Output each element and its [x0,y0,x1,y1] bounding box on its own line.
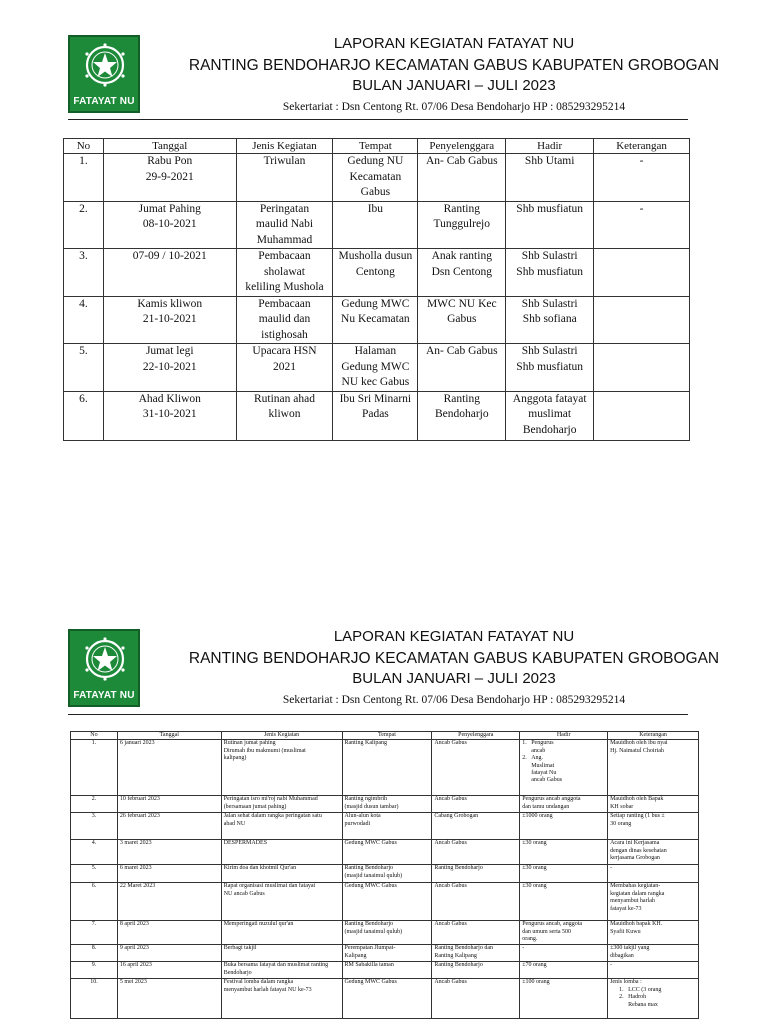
cell-hadir: Shb Sulastri Shb musfiatun [506,344,594,392]
cell-keterangan: Acara ini Kerjasama dengan dinas kesehatan kerjasama Grobogan [608,840,699,865]
column-header-penyelenggara: Penyelenggara [418,139,506,154]
star-emblem-icon [82,636,128,682]
table-row [71,740,699,796]
table-row [64,249,690,297]
secretariat-info: Sekertariat : Dsn Centong Rt. 07/06 Desa Bendoharjo HP : 085293295214 [282,101,626,113]
cell-jenis-kegiatan: Rutinan jumat pahing Dirumah ibu makmumi (muslimat kalipang) [221,740,342,796]
cell-penyelenggara: Ranting Bendoharjo [432,865,520,883]
cell-tempat: RM Sabakilla taman [342,962,432,979]
cell-penyelenggara: Ancab Gabus [432,840,520,865]
cell-keterangan [594,344,690,392]
cell-tempat: Ibu [333,201,418,249]
column-header-hadir: Hadir [520,732,608,740]
table-row [64,391,690,440]
column-header-ket: Keterangan [608,732,699,740]
cell-jenis-kegiatan: Festival lomba dalam rangka menyambut harlah fatayat NU ke-73 [221,979,342,1019]
table-row [64,154,690,202]
column-header-hadir: Hadir [506,139,594,154]
cell-hadir: Shb Sulastri Shb musfiatun [506,249,594,297]
cell-keterangan: Mauidhoh oleh ibu nyai Hj. Naimatul Choiriah [608,740,699,796]
cell-penyelenggara: Ancab Gabus [432,979,520,1019]
table-row [64,201,690,249]
cell-no: 1. [71,740,118,796]
report-header-2 [140,627,768,707]
cell-keterangan: ±300 takjil yang dibagikan [608,945,699,962]
cell-hadir: ±1000 orang [520,813,608,840]
cell-jenis-kegiatan: Jalan sehat dalam rangka peringatan satu abad NU [221,813,342,840]
report-header [140,34,768,114]
secretariat-info: Sekertariat : Dsn Centong Rt. 07/06 Desa Bendoharjo HP : 085293295214 [282,694,626,706]
logo-text: FATAYAT NU [73,690,135,701]
cell-jenis-kegiatan: Rapat organisasi muslimat dan fatayat NU ancab Gabus [221,883,342,921]
cell-no: 2. [64,201,104,249]
report-period: BULAN JANUARI – JULI 2023 [352,670,556,687]
cell-tanggal: 07-09 / 10-2021 [103,249,236,297]
cell-keterangan: - [594,154,690,202]
cell-tempat: Gedung MWC Gabus [342,979,432,1019]
cell-penyelenggara: Cabang Grobogan [432,813,520,840]
table-row [71,840,699,865]
cell-penyelenggara: Ancab Gabus [432,740,520,796]
cell-tanggal: 22 Maret 2023 [117,883,221,921]
cell-tempat: Ranting ngimbrih (masjid dusun tambar) [342,796,432,813]
cell-keterangan: - [608,962,699,979]
cell-tempat: Musholla dusun Centong [333,249,418,297]
cell-hadir: Pengurus ancab, anggota dan umum serta 500 orang. [520,921,608,945]
report-subtitle: RANTING BENDOHARJO KECAMATAN GABUS KABUPATEN GROBOGAN [188,57,720,74]
column-header-tempat: Tempat [342,732,432,740]
cell-no: 3. [64,249,104,297]
table-row [71,979,699,1019]
fatayat-logo [68,35,140,113]
table-row [71,962,699,979]
cell-penyelenggara: Ancab Gabus [432,921,520,945]
report-title: LAPORAN KEGIATAN FATAYAT NU [333,628,575,645]
column-header-jenis: Jenis Kegiatan [221,732,342,740]
cell-jenis-kegiatan: Berbagi takjil [221,945,342,962]
cell-hadir: ±30 orang [520,883,608,921]
cell-tanggal: 16 april 2023 [117,962,221,979]
cell-tanggal: 6 januari 2023 [117,740,221,796]
cell-keterangan [594,296,690,344]
cell-tempat: Ranting Kalipang [342,740,432,796]
star-emblem-icon [82,42,128,88]
cell-keterangan [594,249,690,297]
cell-hadir: ±30 orang [520,865,608,883]
cell-tanggal: Jumat Pahing 08-10-2021 [103,201,236,249]
cell-tanggal: Kamis kliwon 21-10-2021 [103,296,236,344]
cell-penyelenggara: Ranting Bendoharjo [418,391,506,440]
table-row [71,796,699,813]
cell-tanggal: 6 maret 2023 [117,865,221,883]
logo-text: FATAYAT NU [73,96,135,107]
cell-hadir: Pengurus ancab anggota dan tamu undangan [520,796,608,813]
cell-jenis-kegiatan: Peringatan maulid Nabi Muhammad [236,201,333,249]
cell-tanggal: Jumat legi 22-10-2021 [103,344,236,392]
column-header-no: No [64,139,104,154]
cell-hadir: ±100 orang [520,979,608,1019]
column-header-tempat: Tempat [333,139,418,154]
cell-tanggal: 9 april 2023 [117,945,221,962]
cell-jenis-kegiatan: Pembacaan sholawat keliling Mushola [236,249,333,297]
table-row [71,883,699,921]
cell-no: 2. [71,796,118,813]
cell-tempat: Halaman Gedung MWC NU kec Gabus [333,344,418,392]
cell-keterangan [594,391,690,440]
cell-penyelenggara: Ranting Bendoharjo [432,962,520,979]
cell-keterangan: Mauidhoh bapak KH. Syafii Kuwu [608,921,699,945]
column-header-tanggal: Tanggal [103,139,236,154]
cell-penyelenggara: Ranting Tunggulrejo [418,201,506,249]
report-title: LAPORAN KEGIATAN FATAYAT NU [333,35,575,52]
table-header-row [71,732,699,740]
table-row [71,865,699,883]
cell-hadir: 1. Pengurus ancab 2. Ang. Muslimat fatayat Nu ancab Gabus [520,740,608,796]
column-header-tanggal: Tanggal [117,732,221,740]
cell-keterangan: - [594,201,690,249]
table-row [64,344,690,392]
cell-no: 5. [71,865,118,883]
cell-penyelenggara: Ranting Bendoharjo dan Ranting Kalipang [432,945,520,962]
cell-hadir: - [520,945,608,962]
cell-jenis-kegiatan: Kirim doa dan khotmil Qur'an [221,865,342,883]
table-row [71,921,699,945]
cell-no: 7. [71,921,118,945]
cell-no: 5. [64,344,104,392]
cell-hadir: ±30 orang [520,840,608,865]
cell-tanggal: Rabu Pon 29-9-2021 [103,154,236,202]
table-row [71,945,699,962]
cell-no: 4. [71,840,118,865]
column-header-no: No [71,732,118,740]
cell-no: 10. [71,979,118,1019]
cell-tempat: Alun-alun kota purwodadi [342,813,432,840]
cell-hadir: Shb Sulastri Shb sofiana [506,296,594,344]
cell-jenis-kegiatan: Peringatan isro mi'roj nabi Muhammad (bersamaan jumat pahing) [221,796,342,813]
column-header-jenis: Jenis Kegiatan [236,139,333,154]
cell-jenis-kegiatan: Pembacaan maulid dan istighosah [236,296,333,344]
cell-hadir: ±70 orang [520,962,608,979]
cell-tempat: Ranting Bendoharjo (masjid tanaimul qulub) [342,865,432,883]
cell-jenis-kegiatan: Triwulan [236,154,333,202]
cell-keterangan: - [608,865,699,883]
cell-no: 6. [64,391,104,440]
table-header-row [64,139,690,154]
cell-penyelenggara: An- Cab Gabus [418,344,506,392]
cell-penyelenggara: Anak ranting Dsn Centong [418,249,506,297]
cell-keterangan: Membahas kegiatan- kegiatan dalam rangka menyambut harlah fatayat ke-73 [608,883,699,921]
column-header-ket: Keterangan [594,139,690,154]
header-divider [68,119,688,120]
cell-tempat: Gedung NU Kecamatan Gabus [333,154,418,202]
cell-tempat: Gedung MWC Gabus [342,840,432,865]
cell-penyelenggara: An- Cab Gabus [418,154,506,202]
header-divider-2 [68,714,688,715]
cell-tanggal: 10 februari 2023 [117,796,221,813]
report-period: BULAN JANUARI – JULI 2023 [352,77,556,94]
cell-tanggal: 3 maret 2023 [117,840,221,865]
cell-jenis-kegiatan: Buka bersama fatayat dan muslimat ranting Bendoharjo [221,962,342,979]
column-header-penyelenggara: Penyelenggara [432,732,520,740]
table-row [71,813,699,840]
cell-hadir: Anggota fatayat muslimat Bendoharjo [506,391,594,440]
table-row [64,296,690,344]
cell-jenis-kegiatan: DESPERMADES [221,840,342,865]
cell-no: 9. [71,962,118,979]
cell-jenis-kegiatan: Memperingati nuzulul qur'an [221,921,342,945]
cell-tempat: Gedung MWC Gabus [342,883,432,921]
cell-hadir: Shb musfiatun [506,201,594,249]
cell-no: 8. [71,945,118,962]
cell-jenis-kegiatan: Rutinan ahad kliwon [236,391,333,440]
cell-hadir: Shb Utami [506,154,594,202]
cell-keterangan: Setiap ranting (1 bus ± 30 orang [608,813,699,840]
cell-tanggal: Ahad Kliwon 31-10-2021 [103,391,236,440]
cell-tanggal: 5 mei 2023 [117,979,221,1019]
cell-tanggal: 8 april 2023 [117,921,221,945]
fatayat-logo-2 [68,629,140,707]
cell-tanggal: 26 februari 2023 [117,813,221,840]
cell-tempat: Ibu Sri Minarni Padas [333,391,418,440]
cell-tempat: Gedung MWC Nu Kecamatan [333,296,418,344]
report-subtitle: RANTING BENDOHARJO KECAMATAN GABUS KABUPATEN GROBOGAN [188,650,720,667]
cell-penyelenggara: MWC NU Kec Gabus [418,296,506,344]
cell-no: 1. [64,154,104,202]
activity-table-2 [70,731,699,1019]
cell-no: 3. [71,813,118,840]
cell-keterangan: Jenis lomba : 1. LCC (3 orang 2. Hadroh Rebana max [608,979,699,1019]
cell-tempat: Perempatan Jlumpat- Kalipang [342,945,432,962]
cell-penyelenggara: Ancab Gabus [432,883,520,921]
cell-tempat: Ranting Bendoharjo (masjid tanaimul qulub) [342,921,432,945]
cell-keterangan: Mauidhoh oleh Bapak KH sobar [608,796,699,813]
cell-no: 4. [64,296,104,344]
cell-jenis-kegiatan: Upacara HSN 2021 [236,344,333,392]
cell-penyelenggara: Ancab Gabus [432,796,520,813]
activity-table-1 [63,138,690,441]
cell-no: 6. [71,883,118,921]
